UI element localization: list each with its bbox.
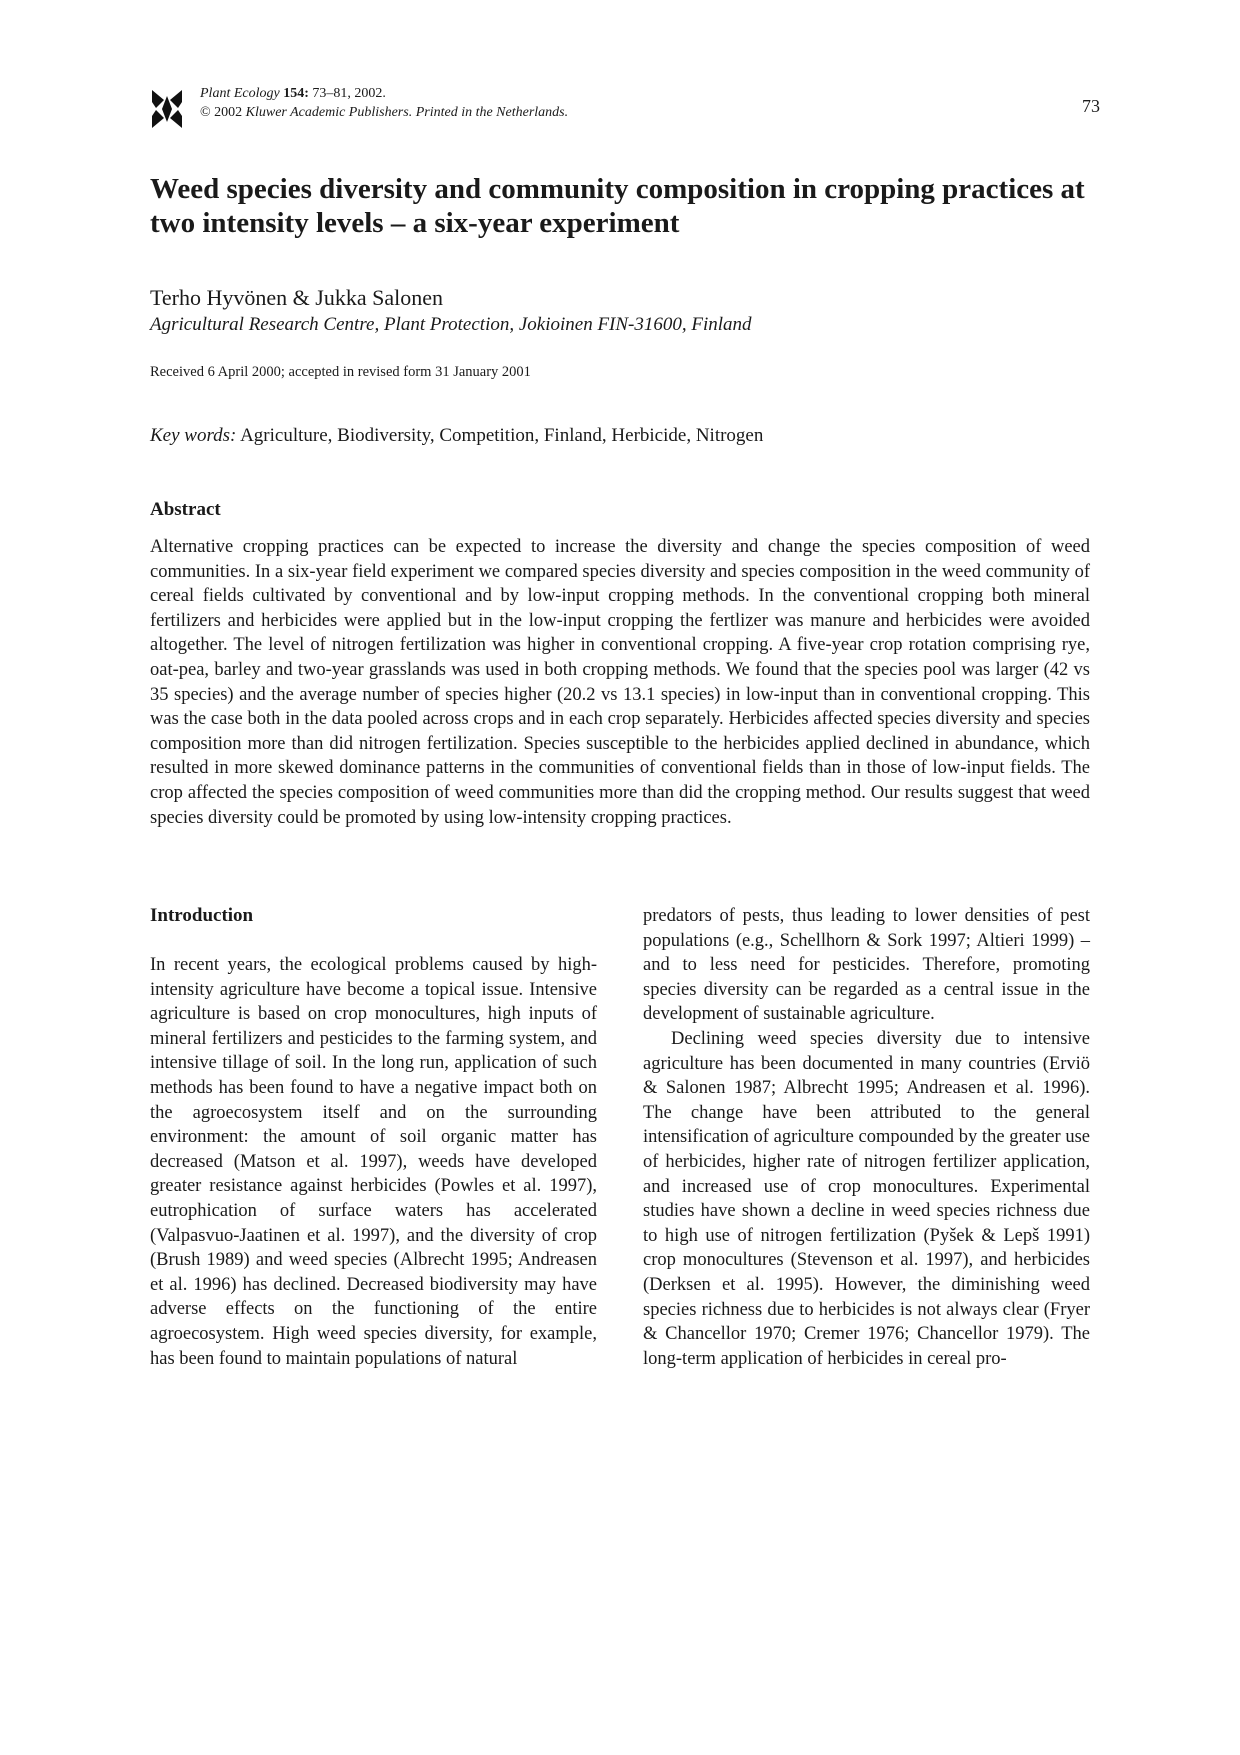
intro-paragraph-1-continued: predators of pests, thus leading to lower densities of pest populations (e.g., Schellhorn & Sork 1997; Altieri 1999) – and to less need for pesticides. Therefore, promoting species diversity can be regarded as a central issue in the development of sustainable agriculture. <box>643 906 1090 1025</box>
right-column <box>643 904 1090 1371</box>
page-number: 73 <box>1082 96 1100 116</box>
keywords <box>150 424 763 448</box>
journal-header <box>150 84 1100 134</box>
journal-volume: 154: <box>283 86 309 101</box>
publisher: Kluwer Academic Publishers. Printed in the Netherlands. <box>245 105 569 120</box>
author-affiliation: Agricultural Research Centre, Plant Protection, Jokioinen FIN-31600, Finland <box>150 314 752 335</box>
abstract-heading: Abstract <box>150 499 221 520</box>
keywords-label: Key words: <box>150 425 237 446</box>
left-column <box>150 953 597 1371</box>
journal-pages-year: 73–81, 2002. <box>312 86 386 101</box>
article-authors: Terho Hyvönen & Jukka Salonen <box>150 285 443 310</box>
keywords-list: Agriculture, Biodiversity, Competition, Finland, Herbicide, Nitrogen <box>240 425 764 446</box>
journal-name: Plant Ecology <box>200 86 280 101</box>
abstract-text: Alternative cropping practices can be expected to increase the diversity and change the species composition of weed communities. In a six-year field experiment we compared species diversity and species composition in the weed community of cereal fields cultivated by conventional and by low-input cropping methods. In the conventional cropping both mineral fertilizers and herbicides were applied but in the low-input cropping the fertlizer was manure and herbicides were avoided altogether. The level of nitrogen fertilization was higher in conventional cropping. A five-year crop rotation comprising rye, oat-pea, barley and two-year grasslands was used in both cropping methods. We found that the species pool was larger (42 vs 35 species) and the average number of species higher (20.2 vs 13.1 species) in low-input than in conventional cropping. This was the case both in the data pooled across crops and in each crop separately. Herbicides affected species diversity and species composition more than did nitrogen fertilization. Species susceptible to the herbicides applied declined in abundance, which resulted in more skewed dominance patterns in the communities of conventional fields than in those of low-input fields. The crop affected the species composition of weed communities more than did the cropping method. Our results suggest that weed species diversity could be promoted by using low-intensity cropping practices. <box>150 537 1090 828</box>
journal-citation <box>200 84 568 122</box>
copyright: © 2002 <box>200 105 243 120</box>
kluwer-logo-icon <box>150 88 184 130</box>
article-title: Weed species diversity and community composition in cropping practices at two intensity levels – a six-year experiment <box>150 173 1085 239</box>
intro-paragraph-2: Declining weed species diversity due to intensive agriculture has been documented in many countries (Erviö & Salonen 1987; Albrecht 1995; Andreasen et al. 1996). The change have been attributed to the general intensification of agriculture compounded by the greater use of herbicides, higher rate of nitrogen fertilizer application, and increased use of crop monocultures. Experimental studies have shown a decline in weed species richness due to high use of nitrogen fertilization (Pyšek & Lepš 1991) crop monocultures (Stevenson et al. 1997), and herbicides (Derksen et al. 1995). However, the diminishing weed species richness due to herbicides is not always clear (Fryer & Chancellor 1970; Cremer 1976; Chancellor 1979). The long-term application of herbicides in cereal pro- <box>643 1028 1090 1369</box>
received-dates: Received 6 April 2000; accepted in revised form 31 January 2001 <box>150 364 531 380</box>
intro-paragraph-1: In recent years, the ecological problems caused by high-intensity agriculture have become a topical issue. Intensive agriculture is based on crop monocultures, high inputs of mineral fertilizers and pesticides to the farming system, and intensive tillage of soil. In the long run, application of such methods has been found to have a negative impact both on the agroecosystem itself and on the surrounding environment: the amount of soil organic matter has decreased (Matson et al. 1997), weeds have developed greater resistance against herbicides (Powles et al. 1997), eutrophication of surface waters has accelerated (Valpasvuo-Jaatinen et al. 1997), and the diversity of crop (Brush 1989) and weed species (Albrecht 1995; Andreasen et al. 1996) has declined. Decreased biodiversity may have adverse effects on the functioning of the entire agroecosystem. High weed species diversity, for example, has been found to maintain populations of natural <box>150 955 597 1369</box>
introduction-heading: Introduction <box>150 905 254 926</box>
